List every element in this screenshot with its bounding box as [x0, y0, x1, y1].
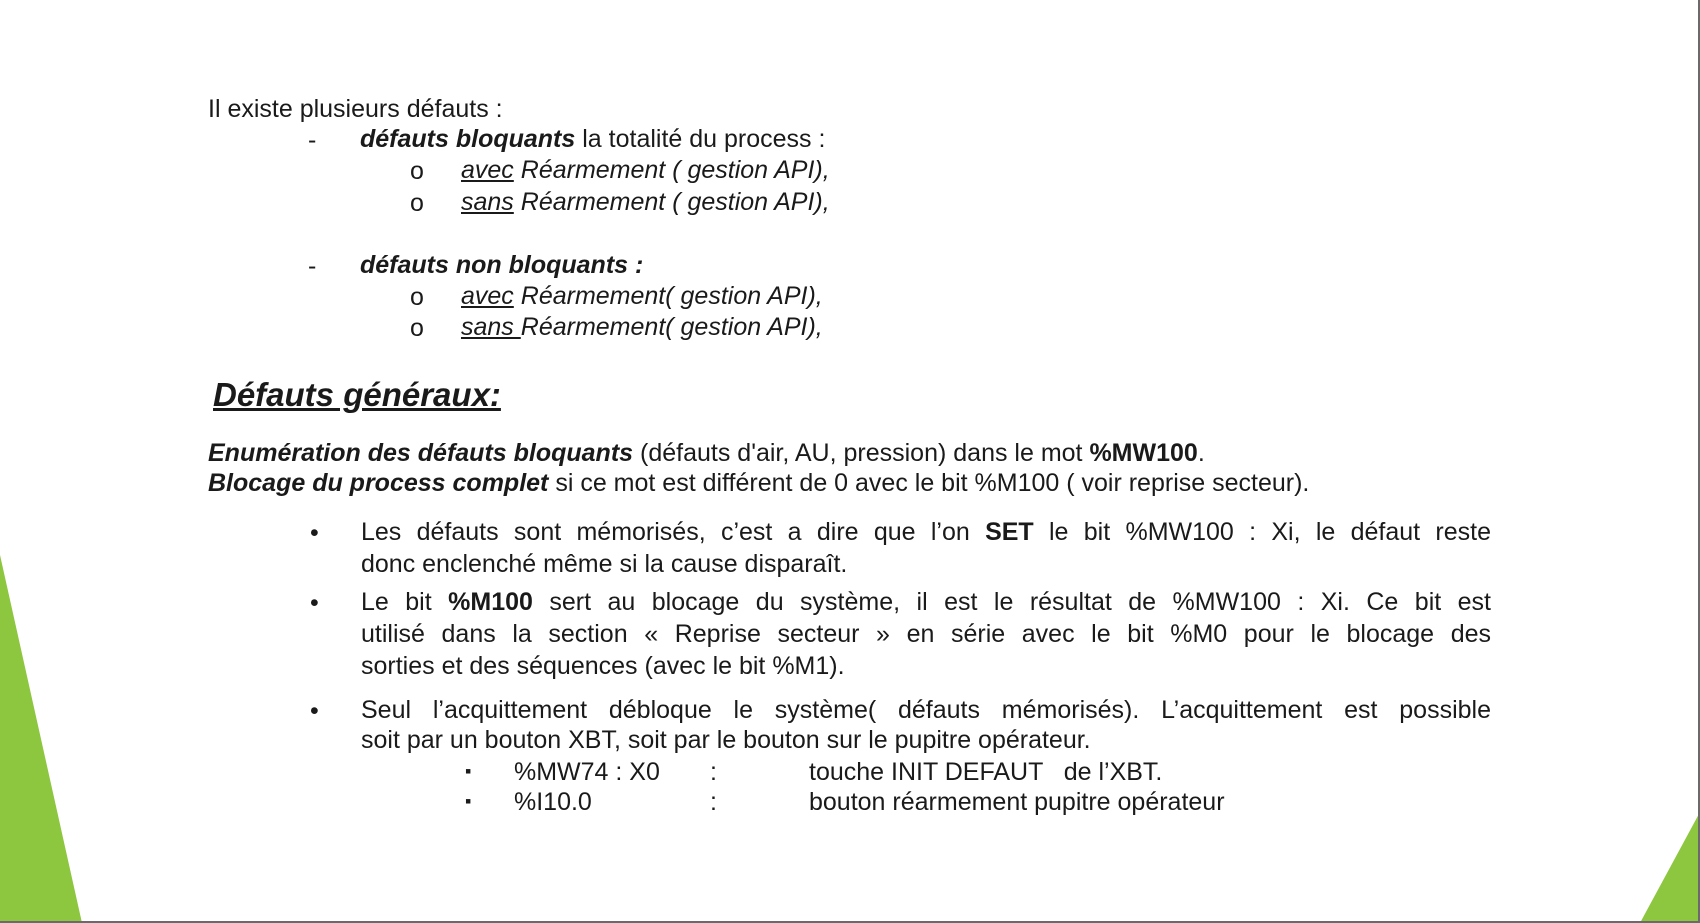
- item-keyword: avec: [461, 282, 514, 310]
- list-item: [461, 312, 823, 342]
- bullet-line: [361, 587, 1491, 617]
- heading-tail: la totalité du process :: [575, 125, 826, 153]
- circle-marker: o: [410, 189, 424, 217]
- item-text: Réarmement( gestion API),: [520, 313, 823, 341]
- bullet-bold: SET: [985, 518, 1034, 546]
- sub-item-separator: :: [710, 758, 717, 786]
- item-keyword: sans: [461, 313, 521, 341]
- circle-marker: o: [410, 314, 424, 342]
- list-item: [461, 187, 830, 217]
- bullet-line: [361, 517, 1491, 547]
- bullet-text: Le bit: [361, 588, 449, 616]
- paragraph-text: si ce mot est différent de 0 avec le bit %M100 ( voir reprise secteur).: [548, 469, 1310, 497]
- circle-marker: o: [410, 157, 424, 185]
- dash-marker: -: [308, 252, 317, 280]
- item-text: Réarmement ( gestion API),: [513, 156, 830, 184]
- heading-text: défauts bloquants: [360, 125, 576, 153]
- bullet-text: sert au blocage du système, il est le résultat de %MW100 : Xi. Ce bit est: [532, 588, 1492, 616]
- item-keyword: avec: [461, 156, 514, 184]
- bullet-marker: •: [310, 589, 319, 617]
- group-heading-non-blocking: défauts non bloquants :: [360, 251, 644, 279]
- bullet-marker: •: [310, 519, 319, 547]
- bullet-line: soit par un bouton XBT, soit par le bouton sur le pupitre opérateur.: [361, 726, 1091, 754]
- paragraph-lead: Blocage du process complet: [208, 469, 549, 497]
- item-text: Réarmement ( gestion API),: [513, 188, 830, 216]
- bullet-line: utilisé dans la section « Reprise secteur » en série avec le bit %M0 pour le blocage des: [361, 620, 1491, 648]
- bullet-bold: %M100: [448, 588, 533, 616]
- sub-item-code: %MW74 : X0: [514, 758, 660, 786]
- bullet-line: donc enclenché même si la cause disparaît.: [361, 550, 848, 578]
- sub-item-description: bouton réarmement pupitre opérateur: [809, 788, 1225, 816]
- bullet-line: Seul l’acquittement débloque le système( défauts mémorisés). L’acquittement est possible: [361, 696, 1491, 724]
- square-marker: ▪: [465, 791, 472, 811]
- list-item: [461, 155, 830, 185]
- section-title: Défauts généraux:: [213, 376, 501, 413]
- bullet-marker: •: [310, 697, 319, 725]
- sub-item-description: touche INIT DEFAUT de l’XBT.: [809, 758, 1163, 786]
- circle-marker: o: [410, 283, 424, 311]
- bullet-text: le bit %MW100 : Xi, le défaut reste: [1033, 518, 1491, 546]
- word-code: %MW100: [1089, 439, 1198, 467]
- item-text: Réarmement( gestion API),: [513, 282, 823, 310]
- item-keyword: sans: [461, 188, 514, 216]
- sub-item-code: %I10.0: [514, 788, 592, 816]
- paragraph-enumeration: [208, 438, 1205, 468]
- paragraph-end: .: [1197, 439, 1205, 467]
- bullet-text: Les défauts sont mémorisés, c’est a dire que l’on: [361, 518, 986, 546]
- list-item: [461, 281, 823, 311]
- paragraph-blocking: [208, 468, 1309, 498]
- square-marker: ▪: [465, 761, 472, 781]
- sub-item-separator: :: [710, 788, 717, 816]
- paragraph-text: (défauts d'air, AU, pression) dans le mot: [633, 439, 1090, 467]
- dash-marker: -: [308, 126, 317, 154]
- bullet-line: sorties et des séquences (avec le bit %M1).: [361, 652, 845, 680]
- paragraph-lead: Enumération des défauts bloquants: [208, 439, 634, 467]
- intro-text: Il existe plusieurs défauts :: [208, 95, 503, 123]
- group-heading-blocking: [360, 124, 825, 154]
